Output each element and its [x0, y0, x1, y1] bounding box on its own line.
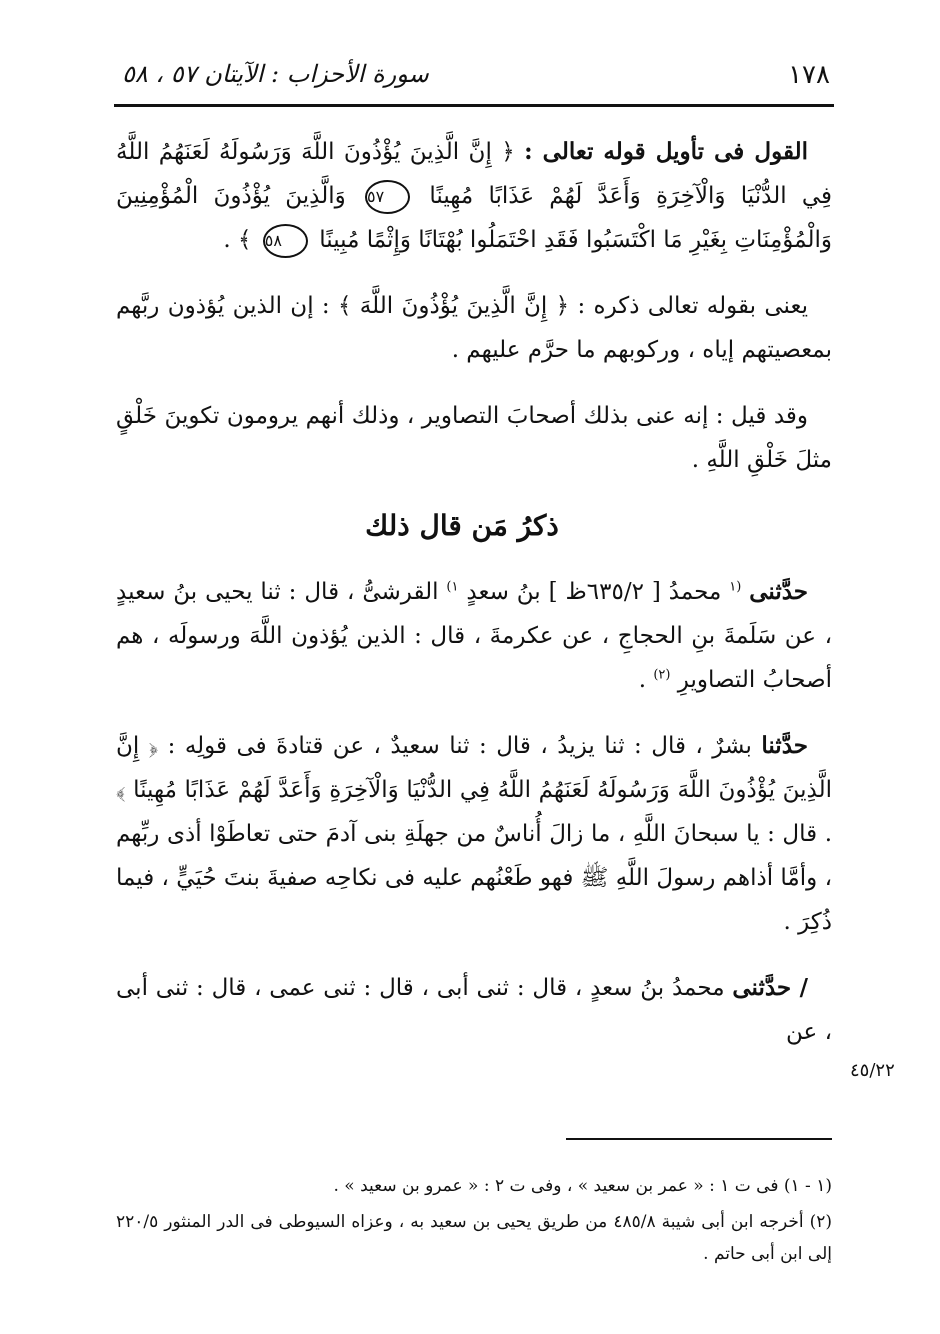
footnotes [116, 1170, 832, 1274]
ayah-marker-58: ٥٨ [263, 224, 308, 258]
page-number: ١٧٨ [788, 60, 830, 90]
verse-close: ﴾ . [223, 227, 252, 253]
paragraph-narration-1 [116, 570, 832, 702]
ayah-marker-57: ٥٧ [365, 180, 410, 214]
paragraph-tafsir-intro [116, 130, 832, 262]
running-header [118, 56, 830, 96]
main-text [116, 130, 832, 1076]
footnote-ref-2: (٢) [653, 667, 671, 683]
footnote-ref-1-open: (١ [729, 579, 742, 595]
narrator-name: محمدُ [ ٦٣٥/٢ظ ] بنُ سعدٍ [466, 579, 722, 605]
quran-verse-58: وَالَّذِينَ يُؤْذُونَ الْمُؤْمِنِينَ وَالْمُؤْمِنَاتِ بِغَيْرِ مَا اكْتَسَبُوا فَقَدِ احْتَمَلُوا بُهْتَانًا وَإِثْمًا مُبِينًا [116, 183, 832, 253]
footnote-2: (٢) أخرجه ابن أبى شيبة ٤٨٥/٨ من طريق يحيى بن سعيد به ، وعزاه السيوطى فى الدر المنثور ٢٢٠/٥ إلى ابن أبى حاتم . [116, 1212, 833, 1264]
footnote-1: (١ - ١) فى ت ١ : « عمر بن سعيد » ، وفى ت ٢ : « عمرو بن سعيد » . [333, 1176, 832, 1196]
lead-phrase: / حدَّثنى [732, 974, 809, 1001]
narration-text: محمدُ بنُ سعدٍ ، قال : ثنى أبى ، قال : ثنى عمى ، قال : ثنى أبى ، عن [116, 975, 832, 1045]
lead-phrase: القول فى تأويل قوله تعالى : [524, 138, 809, 165]
narration-text: بشرٌ ، قال : ثنا يزيدُ ، قال : ثنا سعيدٌ ، عن قتادةَ فى قولِه : ﴿ إِنَّ الَّذِينَ يُؤْذُونَ اللَّهَ وَرَسُولَهُ لَعَنَهُمُ اللَّهُ فِي الدُّنْيَا وَالْآخِرَةِ وَأَعَدَّ لَهُمْ عَذَابًا مُهِينًا ﴾ . قال : يا سبحانَ اللَّهِ ، ما زالَ أُناسٌ من جهلَةِ بنى آدمَ حتى تعاطَوْا أذى ربِّهم ، وأمَّا أذاهم رسولَ اللَّهِ ﷺ فهو طَعْنُهم عليه فى نكاحِه صفيةَ بنتَ حُيَيٍّ ، فيما ذُكِرَ . [116, 733, 832, 935]
paragraph-explanation: يعنى بقوله تعالى ذكره : ﴿ إِنَّ الَّذِينَ يُؤْذُونَ اللَّهَ ﴾ : إن الذين يُؤذون ربَّهم بمعصيتهم إياه ، وركوبهم ما حرَّم عليهم . [116, 293, 832, 363]
footnote-ref-1-close: ١) [446, 579, 459, 595]
narration-text: القرشىُّ ، قال : ثنا يحيى بنُ سعيدٍ ، عن سَلَمةَ بنِ الحجاجِ ، عن عكرمةَ ، قال : الذين يُؤذون اللَّهَ ورسولَه ، هم أصحابُ التصاويرِ [116, 579, 832, 693]
lead-phrase: حدَّثنى [749, 578, 809, 605]
footnote-rule [566, 1138, 832, 1140]
running-title: سورة الأحزاب : الآيتان ٥٧ ، ٥٨ [122, 60, 429, 88]
lead-phrase: حدَّثنا [761, 732, 808, 759]
section-heading: ذكرُ مَن قال ذلك [365, 509, 559, 542]
header-rule [114, 104, 834, 107]
paragraph-opinion: وقد قيل : إنه عنى بذلك أصحابَ التصاوير ، وذلك أنهم يرومون تكوينَ خَلْقٍ مثلَ خَلْقِ اللَّهِ . [116, 403, 832, 473]
narration-end: . [638, 667, 646, 693]
paragraph-narration-2 [116, 724, 832, 944]
margin-reference: ٤٥/٢٢ [850, 1060, 895, 1081]
paragraph-narration-3 [116, 966, 832, 1054]
quran-verse-57: ﴿ إِنَّ الَّذِينَ يُؤْذُونَ اللَّهَ وَرَسُولَهُ لَعَنَهُمُ اللَّهُ فِي الدُّنْيَا وَالْآخِرَةِ وَأَعَدَّ لَهُمْ عَذَابًا مُهِينًا [116, 139, 832, 209]
